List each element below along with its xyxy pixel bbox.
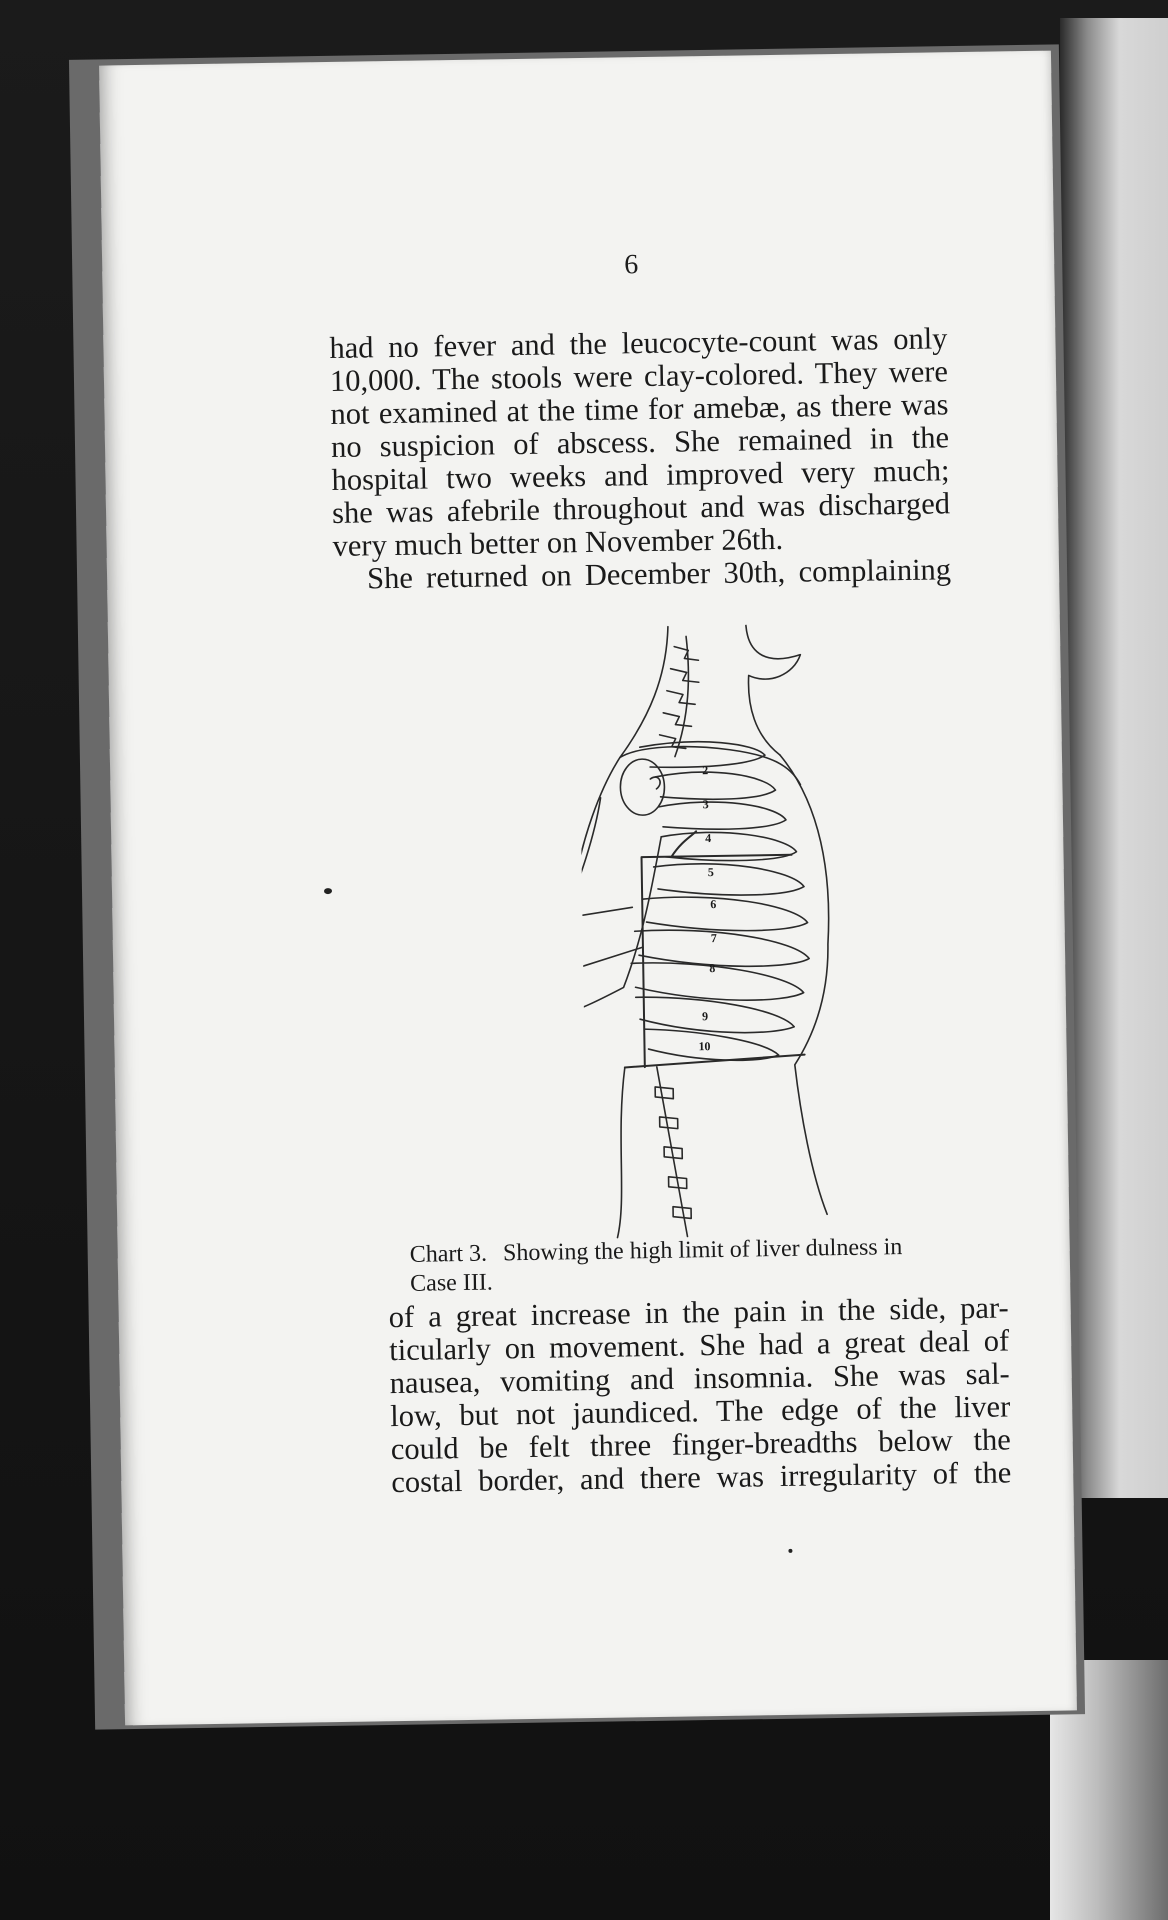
caption-text: Showing the high limit of liver dulness in	[502, 1234, 903, 1267]
ink-speck	[788, 1549, 792, 1553]
arm-outline	[578, 797, 664, 1019]
rib-numbers	[694, 763, 719, 1053]
caption-label: Chart 3.	[409, 1240, 488, 1268]
page-number: 6	[623, 249, 639, 281]
text-line: She returned on December 30th, complaining	[366, 552, 952, 596]
rib	[659, 801, 786, 830]
text-line: had no fever and the leucocyte-count was only	[329, 321, 948, 365]
rib	[655, 771, 775, 800]
text-line: costal border, and there was irregularity of the	[391, 1455, 1012, 1500]
book-page	[99, 51, 1077, 1726]
text-line: nausea, vomiting and insomnia. She was sal-	[389, 1356, 1010, 1401]
text-line: very much better on November 26th.	[332, 521, 784, 563]
chest-outline	[780, 754, 833, 1215]
text-line: could be felt three finger-breadths below the	[390, 1422, 1011, 1467]
rib-label: 10	[698, 1039, 711, 1054]
text-line: not examined at the time for amebæ, as there was	[330, 387, 949, 431]
rib	[642, 895, 808, 932]
neck-front-outline	[746, 625, 802, 756]
text-line: hospital two weeks and improved very much;	[331, 453, 950, 497]
rib-label: 6	[710, 896, 717, 912]
figure-caption	[410, 1231, 1031, 1299]
paragraph-top	[329, 322, 951, 596]
rib-label: 2	[702, 763, 709, 778]
rib-label: 3	[702, 797, 709, 812]
rib-label: 4	[705, 831, 712, 846]
caption-text-continued: Case III.	[409, 1269, 494, 1297]
rib-label: 9	[701, 1009, 709, 1024]
ink-speck	[324, 888, 332, 894]
text-line: low, but not jaundiced. The edge of the liver	[390, 1389, 1011, 1434]
text-line: she was afebrile throughout and was discharged	[331, 486, 951, 530]
text-line: of a great increase in the pain in the side, par-	[388, 1290, 1009, 1335]
rib-label: 7	[710, 930, 717, 946]
text-line: no suspicion of abscess. She remained in the	[330, 420, 950, 464]
text-line: ticularly on movement. She had a great deal of	[388, 1323, 1010, 1368]
rib	[636, 995, 795, 1035]
rib-label: 8	[709, 961, 716, 976]
text-line: 10,000. The stools were clay-colored. They were	[329, 354, 949, 398]
paragraph-bottom	[388, 1291, 1011, 1499]
rib	[654, 862, 804, 896]
rib-label: 5	[707, 865, 714, 880]
rib	[631, 960, 804, 1002]
anatomical-chart-figure	[578, 612, 988, 1258]
